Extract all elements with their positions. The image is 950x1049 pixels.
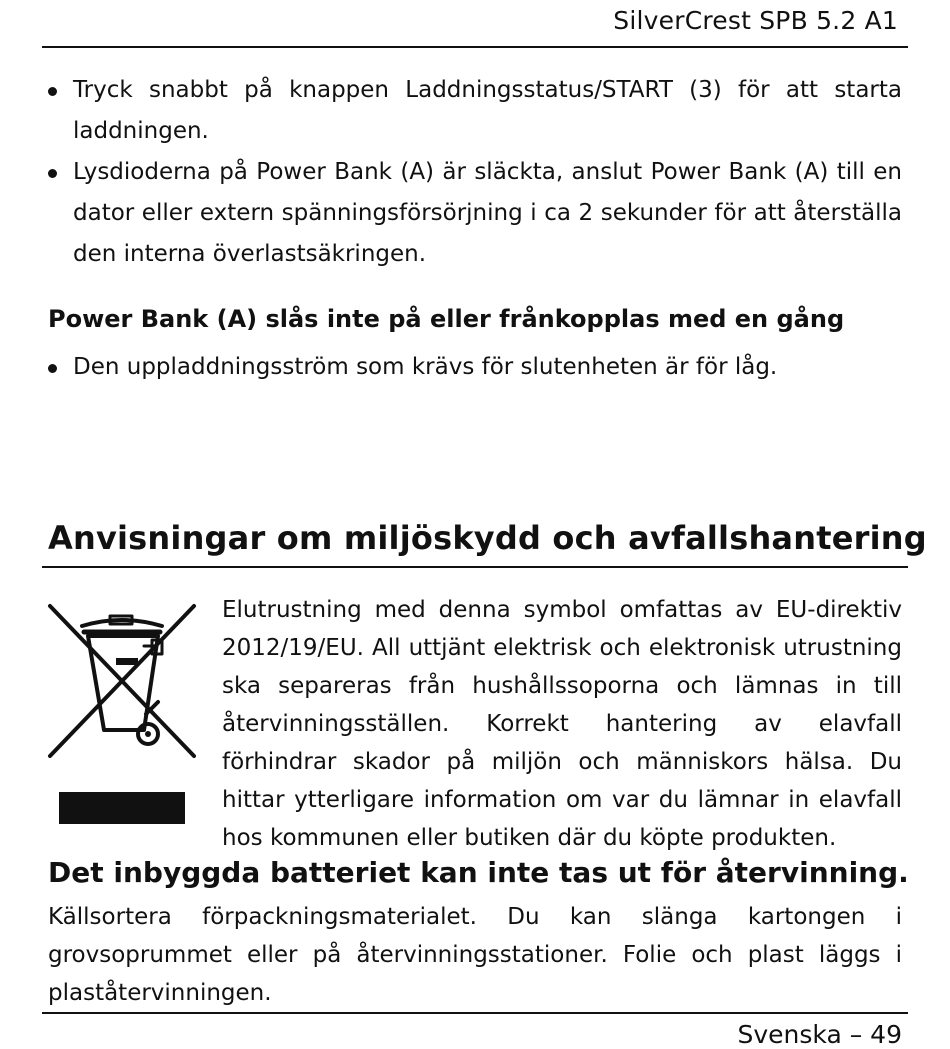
- list-item: Lysdioderna på Power Bank (A) är släckta, anslut Power Bank (A) till en dator eller extern spänningsförsörjning i ca 2 sekunder för att återställa den interna överlastsäkringen.: [48, 152, 902, 275]
- troubleshooting-subheading: Power Bank (A) slås inte på eller frånkopplas med en gång: [48, 305, 845, 333]
- troubleshooting-list-top: [48, 70, 902, 275]
- crossed-out-wheelie-bin-icon: [46, 602, 198, 824]
- header-title: SilverCrest SPB 5.2 A1: [613, 6, 898, 35]
- footer-rule: [42, 1012, 908, 1014]
- section-rule: [42, 566, 908, 568]
- troubleshooting-list-bottom: [48, 347, 902, 388]
- list-item: Tryck snabbt på knappen Laddningsstatus/START (3) för att starta laddningen.: [48, 70, 902, 152]
- section-heading: Anvisningar om miljöskydd och avfallshantering: [48, 519, 927, 557]
- header-rule: [42, 46, 908, 48]
- list-item: Den uppladdningsström som krävs för slutenheten är för låg.: [48, 347, 902, 388]
- weee-paragraph: Elutrustning med denna symbol omfattas av EU-direktiv 2012/19/EU. All uttjänt elektrisk och elektronisk utrustning ska separeras från hushållssoporna och lämnas in till återvinningsställen. Korrekt hantering av elavfall förhindrar skador på miljön och människors hälsa. Du hittar ytterligare information om var du lämnar in elavfall hos kommunen eller butiken där du köpte produkten.: [222, 597, 902, 851]
- packaging-paragraph: Källsortera förpackningsmaterialet. Du kan slänga kartongen i grovsoprummet eller på återvinningsstationer. Folie och plast läggs i plaståtervinningen.: [48, 904, 902, 1006]
- battery-heading: Det inbyggda batteriet kan inte tas ut för återvinning.: [48, 856, 909, 889]
- page-number: Svenska – 49: [737, 1020, 902, 1049]
